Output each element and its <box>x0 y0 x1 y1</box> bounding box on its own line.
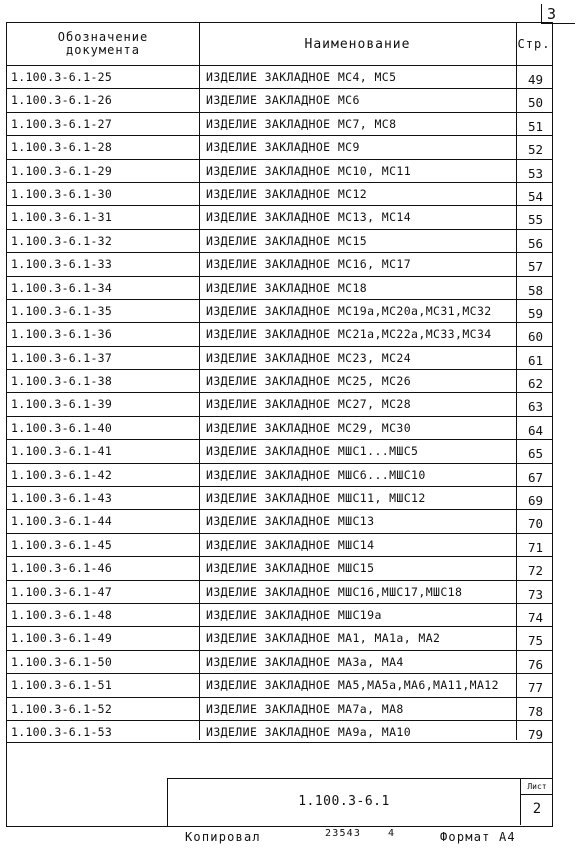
row-page: 69 <box>527 493 544 509</box>
row-name: ИЗДЕЛИЕ ЗАКЛАДНОЕ МС13, МС14 <box>206 210 412 225</box>
row-doc-designation: 1.100.3-6.1-53 <box>11 724 113 739</box>
row-name: ИЗДЕЛИЕ ЗАКЛАДНОЕ МС18 <box>206 280 368 295</box>
header-name-label: Наименование <box>304 36 411 52</box>
title-block <box>167 778 552 826</box>
row-name: ИЗДЕЛИЕ ЗАКЛАДНОЕ МС9 <box>206 140 360 155</box>
footer <box>0 828 580 848</box>
copy-digit: 4 <box>388 828 396 839</box>
row-name: ИЗДЕЛИЕ ЗАКЛАДНОЕ МС16, МС17 <box>206 257 412 272</box>
row-page: 67 <box>527 469 544 485</box>
table-row <box>7 299 552 322</box>
row-page: 57 <box>527 259 544 275</box>
table-row <box>7 322 552 345</box>
header-page <box>516 23 552 65</box>
row-doc-designation: 1.100.3-6.1-50 <box>11 654 113 669</box>
header-page-label: Стр. <box>517 36 551 51</box>
row-name: ИЗДЕЛИЕ ЗАКЛАДНОЕ МС21а,МС22а,МС33,МС34 <box>206 327 492 342</box>
row-page: 61 <box>527 352 544 368</box>
row-page: 79 <box>527 726 544 742</box>
row-page: 49 <box>527 72 544 87</box>
page-number: 3 <box>541 4 575 24</box>
table-row <box>7 252 552 275</box>
row-name: ИЗДЕЛИЕ ЗАКЛАДНОЕ МС6 <box>206 93 360 108</box>
row-doc-designation: 1.100.3-6.1-49 <box>11 631 113 646</box>
document-sheet <box>6 22 553 827</box>
table-row <box>7 346 552 369</box>
row-page: 76 <box>527 656 544 672</box>
row-page: 63 <box>527 399 544 415</box>
row-name: ИЗДЕЛИЕ ЗАКЛАДНОЕ МА7а, МА8 <box>206 701 404 716</box>
table-row <box>7 580 552 603</box>
row-page: 75 <box>527 633 544 649</box>
table-row <box>7 392 552 415</box>
row-page: 70 <box>527 516 544 532</box>
row-name: ИЗДЕЛИЕ ЗАКЛАДНОЕ МШС16,МШС17,МШС18 <box>206 584 463 599</box>
sheet-label: Лист <box>521 779 553 795</box>
row-page: 74 <box>527 609 544 625</box>
row-doc-designation: 1.100.3-6.1-25 <box>11 70 113 84</box>
row-name: ИЗДЕЛИЕ ЗАКЛАДНОЕ МА1, МА1а, МА2 <box>206 631 441 646</box>
table-row <box>7 533 552 556</box>
row-doc-designation: 1.100.3-6.1-32 <box>11 233 113 248</box>
row-doc-designation: 1.100.3-6.1-48 <box>11 607 113 622</box>
row-doc-designation: 1.100.3-6.1-26 <box>11 93 113 108</box>
row-doc-designation: 1.100.3-6.1-39 <box>11 397 113 412</box>
row-name: ИЗДЕЛИЕ ЗАКЛАДНОЕ МА9а, МА10 <box>206 724 412 739</box>
row-page: 50 <box>527 95 544 111</box>
row-doc-designation: 1.100.3-6.1-27 <box>11 116 113 131</box>
row-name: ИЗДЕЛИЕ ЗАКЛАДНОЕ МА3а, МА4 <box>206 654 404 669</box>
row-doc-designation: 1.100.3-6.1-42 <box>11 467 113 482</box>
table-row <box>7 463 552 486</box>
table-row <box>7 439 552 462</box>
header-doc-designation <box>7 23 199 65</box>
table-row <box>7 65 552 88</box>
row-page: 52 <box>527 142 544 158</box>
row-name: ИЗДЕЛИЕ ЗАКЛАДНОЕ МС15 <box>206 233 368 248</box>
row-doc-designation: 1.100.3-6.1-52 <box>11 701 113 716</box>
header-doc-line2: документа <box>65 43 141 57</box>
archive-number: 23543 <box>325 828 362 839</box>
header-name <box>199 23 516 65</box>
table-row <box>7 673 552 696</box>
row-name: ИЗДЕЛИЕ ЗАКЛАДНОЕ МШС15 <box>206 561 375 576</box>
copied-label: Копировал <box>185 830 261 844</box>
row-name: ИЗДЕЛИЕ ЗАКЛАДНОЕ МС19а,МС20а,МС31,МС32 <box>206 303 492 318</box>
header-doc-line1: Обозначение <box>57 30 149 44</box>
table-row <box>7 486 552 509</box>
row-doc-designation: 1.100.3-6.1-28 <box>11 140 113 155</box>
table-row <box>7 650 552 673</box>
table-row <box>7 229 552 252</box>
row-page: 55 <box>527 212 544 228</box>
row-name: ИЗДЕЛИЕ ЗАКЛАДНОЕ МС23, МС24 <box>206 350 412 365</box>
row-name: ИЗДЕЛИЕ ЗАКЛАДНОЕ МС10, МС11 <box>206 163 412 178</box>
table-row <box>7 626 552 649</box>
row-name: ИЗДЕЛИЕ ЗАКЛАДНОЕ МС12 <box>206 186 368 201</box>
row-doc-designation: 1.100.3-6.1-29 <box>11 163 113 178</box>
row-name: ИЗДЕЛИЕ ЗАКЛАДНОЕ МШС1...МШС5 <box>206 444 419 459</box>
row-page: 54 <box>527 188 544 204</box>
row-doc-designation: 1.100.3-6.1-43 <box>11 491 113 506</box>
table-row <box>7 182 552 205</box>
table-row <box>7 112 552 135</box>
row-doc-designation: 1.100.3-6.1-45 <box>11 537 113 552</box>
table-row <box>7 556 552 579</box>
table-row <box>7 369 552 392</box>
table-row <box>7 276 552 299</box>
row-page: 72 <box>527 563 544 579</box>
row-doc-designation: 1.100.3-6.1-40 <box>11 420 113 435</box>
row-doc-designation: 1.100.3-6.1-41 <box>11 444 113 459</box>
row-page: 64 <box>527 422 544 438</box>
row-page: 71 <box>527 539 544 555</box>
row-page: 60 <box>527 329 544 345</box>
row-name: ИЗДЕЛИЕ ЗАКЛАДНОЕ МС27, МС28 <box>206 397 412 412</box>
table-row <box>7 509 552 532</box>
table-row <box>7 135 552 158</box>
row-doc-designation: 1.100.3-6.1-31 <box>11 210 113 225</box>
format-label: Формат А4 <box>440 830 516 844</box>
row-doc-designation: 1.100.3-6.1-44 <box>11 514 113 529</box>
table-row <box>7 697 552 720</box>
row-doc-designation: 1.100.3-6.1-34 <box>11 280 113 295</box>
row-doc-designation: 1.100.3-6.1-46 <box>11 561 113 576</box>
table-row <box>7 603 552 626</box>
row-name: ИЗДЕЛИЕ ЗАКЛАДНОЕ МШС6...МШС10 <box>206 467 426 482</box>
row-doc-designation: 1.100.3-6.1-37 <box>11 350 113 365</box>
row-doc-designation: 1.100.3-6.1-47 <box>11 584 113 599</box>
row-name: ИЗДЕЛИЕ ЗАКЛАДНОЕ МС7, МС8 <box>206 116 397 131</box>
row-page: 56 <box>527 235 544 251</box>
row-page: 65 <box>527 446 544 462</box>
row-page: 51 <box>527 118 544 134</box>
row-name: ИЗДЕЛИЕ ЗАКЛАДНОЕ МС25, МС26 <box>206 374 412 389</box>
table-row <box>7 720 552 743</box>
table-row <box>7 88 552 111</box>
row-name: ИЗДЕЛИЕ ЗАКЛАДНОЕ МШС19а <box>206 607 382 622</box>
table-row <box>7 159 552 182</box>
title-block-code: 1.100.3-6.1 <box>298 794 390 809</box>
sheet-box <box>520 779 553 825</box>
table-row <box>7 205 552 228</box>
row-doc-designation: 1.100.3-6.1-38 <box>11 374 113 389</box>
row-page: 73 <box>527 586 544 602</box>
contents-table <box>7 65 552 743</box>
row-doc-designation: 1.100.3-6.1-33 <box>11 257 113 272</box>
row-page: 78 <box>527 703 544 719</box>
row-name: ИЗДЕЛИЕ ЗАКЛАДНОЕ МШС14 <box>206 537 375 552</box>
row-page: 59 <box>527 305 544 321</box>
row-doc-designation: 1.100.3-6.1-30 <box>11 186 113 201</box>
row-name: ИЗДЕЛИЕ ЗАКЛАДНОЕ МШС11, МШС12 <box>206 491 426 506</box>
row-page: 62 <box>527 376 544 392</box>
row-page: 58 <box>527 282 544 298</box>
row-name: ИЗДЕЛИЕ ЗАКЛАДНОЕ МС29, МС30 <box>206 420 412 435</box>
table-row <box>7 416 552 439</box>
row-doc-designation: 1.100.3-6.1-51 <box>11 678 113 693</box>
row-name: ИЗДЕЛИЕ ЗАКЛАДНОЕ МС4, МС5 <box>206 70 397 84</box>
row-name: ИЗДЕЛИЕ ЗАКЛАДНОЕ МА5,МА5а,МА6,МА11,МА12 <box>206 678 499 693</box>
row-name: ИЗДЕЛИЕ ЗАКЛАДНОЕ МШС13 <box>206 514 375 529</box>
row-doc-designation: 1.100.3-6.1-35 <box>11 303 113 318</box>
row-doc-designation: 1.100.3-6.1-36 <box>11 327 113 342</box>
sheet-number: 2 <box>532 801 542 817</box>
row-page: 77 <box>527 680 544 696</box>
row-page: 53 <box>527 165 544 181</box>
